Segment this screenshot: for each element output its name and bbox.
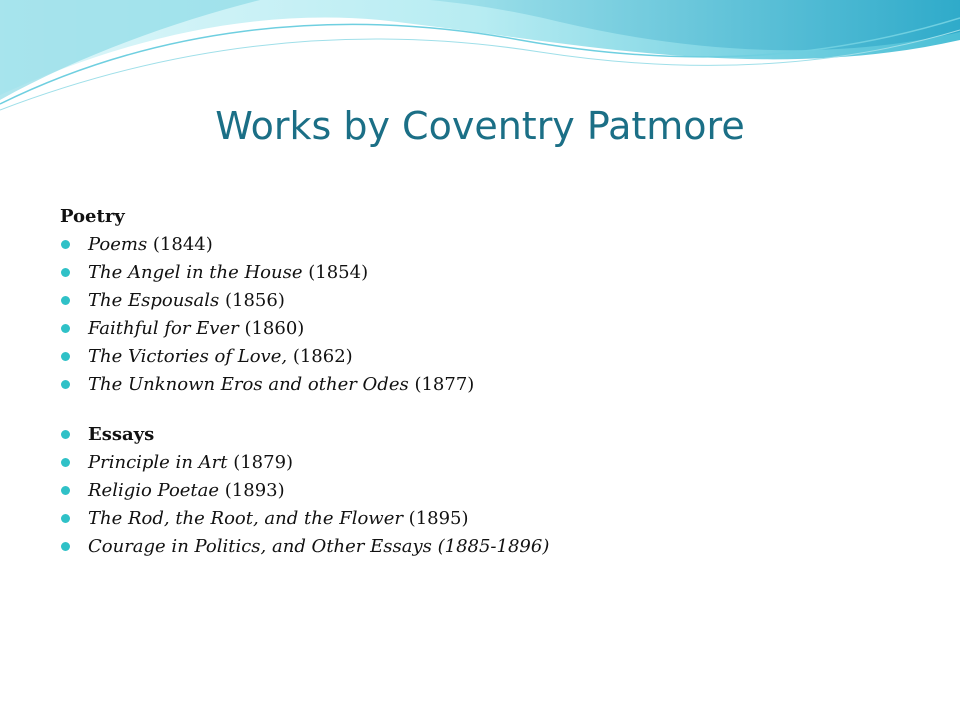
bullet-icon (61, 268, 70, 277)
essays-heading: Essays (60, 421, 900, 449)
list-item: The Victories of Love, (1862) (60, 343, 900, 371)
bullet-icon (61, 380, 70, 389)
slide-title: Works by Coventry Patmore (215, 104, 745, 148)
bullet-icon (61, 296, 70, 305)
bullet-icon (61, 486, 70, 495)
list-item: Poems (1844) (60, 231, 900, 259)
bullet-icon (61, 458, 70, 467)
bullet-icon (61, 430, 70, 439)
bullet-icon (61, 352, 70, 361)
list-item: Courage in Politics, and Other Essays (1885-1896) (60, 533, 900, 561)
poetry-list (60, 231, 900, 399)
list-item: The Unknown Eros and other Odes (1877) (60, 371, 900, 399)
slide-content (60, 203, 900, 561)
header-wave-decoration (0, 0, 960, 120)
list-item: Religio Poetae (1893) (60, 477, 900, 505)
bullet-icon (61, 514, 70, 523)
list-item: Principle in Art (1879) (60, 449, 900, 477)
bullet-icon (61, 240, 70, 249)
list-item: Faithful for Ever (1860) (60, 315, 900, 343)
list-item: The Angel in the House (1854) (60, 259, 900, 287)
section-spacer (60, 399, 900, 421)
list-item: The Espousals (1856) (60, 287, 900, 315)
bullet-icon (61, 324, 70, 333)
poetry-heading: Poetry (60, 206, 125, 227)
bullet-icon (61, 542, 70, 551)
list-item: The Rod, the Root, and the Flower (1895) (60, 505, 900, 533)
essays-list (60, 421, 900, 561)
